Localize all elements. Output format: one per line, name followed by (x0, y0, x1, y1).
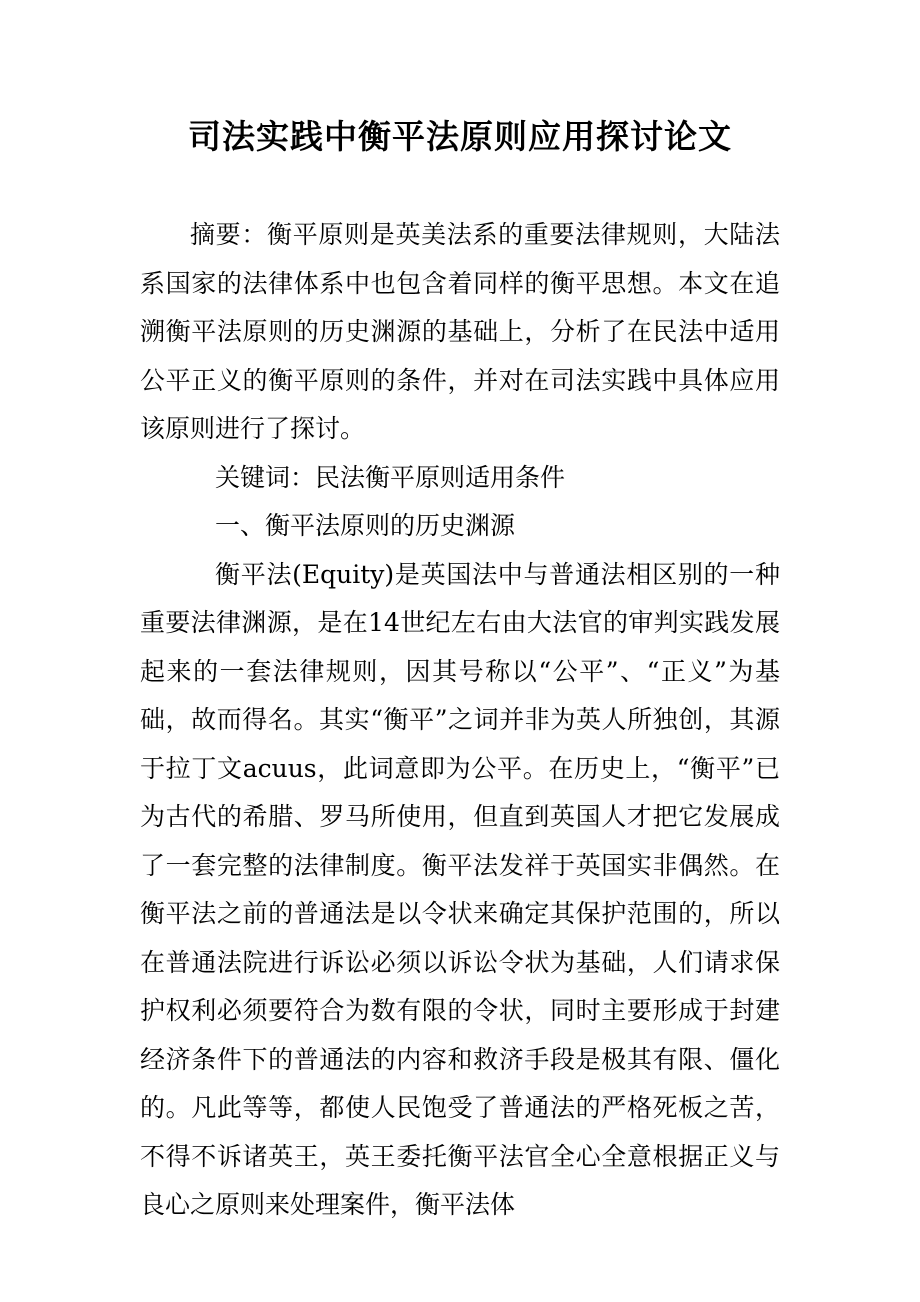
abstract-paragraph: 摘要：衡平原则是英美法系的重要法律规则，大陆法系国家的法律体系中也包含着同样的衡平思想。本文在追溯衡平法原则的历史渊源的基础上，分析了在民法中适用公平正义的衡平原则的条件，并对在司法实践中具体应用该原则进行了探讨。 (140, 220, 780, 443)
keywords-line: 关键词：民法衡平原则适用条件 (215, 462, 566, 492)
document-title: 司法实践中衡平法原则应用探讨论文 (188, 117, 732, 156)
section-heading: 一、衡平法原则的历史渊源 (215, 511, 516, 540)
body-paragraph: 衡平法(Equity)是英国法中与普通法相区别的一种重要法律渊源，是在14世纪左右由大法官的审判实践发展起来的一套法律规则，因其号称以“公平”、“正义”为基础，故而得名。其实“衡平”之词并非为英人所独创，其源于拉丁文acuus，此词意即为公平。在历史上，“衡平”已为古代的希腊、罗马所使用，但直到英国人才把它发展成了一套完整的法律制度。衡平法发祥于英国实非偶然。在衡平法之前的普通法是以令状来确定其保护范围的，所以在普通法院进行诉讼必须以诉讼令状为基础，人们请求保护权利必须要符合为数有限的令状，同时主要形成于封建经济条件下的普通法的内容和救济手段是极其有限、僵化的。凡此等等，都使人民饱受了普通法的严格死板之苦，不得不诉诸英王，英王委托衡平法官全心全意根据正义与良心之原则来处理案件，衡平法体 (140, 559, 780, 1219)
document-body (140, 211, 780, 1230)
